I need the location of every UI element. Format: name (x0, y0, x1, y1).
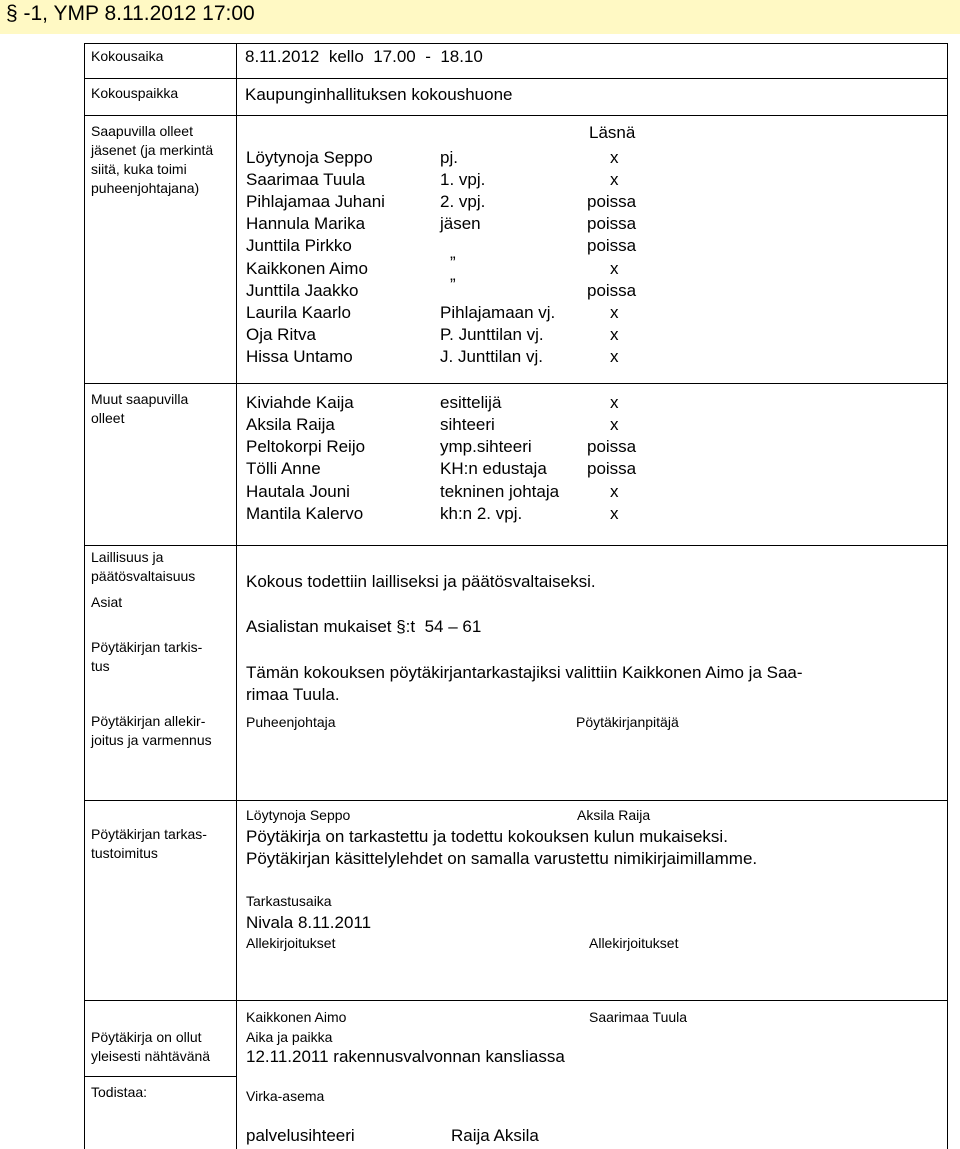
attendee-status: poissa (587, 437, 637, 456)
member-name: Laurila Kaarlo (246, 303, 351, 322)
members-label-line: Saapuvilla olleet (91, 123, 193, 139)
member-role: ” (450, 253, 456, 272)
table-rule (84, 1000, 948, 1001)
table-rule (84, 383, 948, 384)
chair-label: Puheenjohtaja (246, 714, 336, 730)
attendee-status: x (610, 393, 619, 412)
legality-label-line: Laillisuus ja (91, 549, 164, 565)
attendee-status: x (610, 482, 619, 501)
others-label-line: olleet (91, 410, 125, 426)
signing-label-line: Pöytäkirjan allekir- (91, 713, 206, 729)
signer-name: Saarimaa Tuula (589, 1009, 688, 1025)
attendee-name: Aksila Raija (246, 415, 335, 434)
meeting-place-value: Kaupunginhallituksen kokoushuone (245, 85, 513, 104)
meeting-place-label: Kokouspaikka (91, 85, 179, 101)
members-label-line: puheenjohtajana) (91, 180, 200, 196)
member-status: poissa (587, 192, 637, 211)
member-status: x (610, 170, 619, 189)
review-done-label-line: Pöytäkirjan tarkas- (91, 826, 207, 842)
review-label-line: tus (91, 658, 110, 674)
attendee-name: Tölli Anne (246, 459, 321, 478)
attendee-role: tekninen johtaja (440, 482, 560, 501)
chair-name: Löytynoja Seppo (246, 807, 351, 823)
member-role: ” (450, 275, 456, 294)
meeting-time-label: Kokousaika (91, 48, 164, 64)
table-column-line (84, 43, 85, 1149)
table-rule (84, 545, 948, 546)
member-name: Löytynoja Seppo (246, 148, 373, 167)
table-rule (84, 115, 948, 116)
signing-label-line: joitus ja varmennus (91, 732, 212, 748)
table-rule (84, 43, 948, 44)
member-name: Hissa Untamo (246, 347, 353, 366)
attendee-role: ymp.sihteeri (440, 437, 532, 456)
publication-time-value: 12.11.2011 rakennusvalvonnan kansliassa (246, 1047, 565, 1066)
member-status: x (610, 259, 619, 278)
attendee-status: poissa (587, 459, 637, 478)
attendee-role: sihteeri (440, 415, 495, 434)
member-role: pj. (440, 148, 458, 167)
position-value: palvelusihteeri (246, 1126, 355, 1145)
member-name: Junttila Jaakko (246, 281, 359, 300)
signatures-label: Allekirjoitukset (589, 935, 679, 951)
member-name: Pihlajamaa Juhani (246, 192, 385, 211)
attendee-name: Hautala Jouni (246, 482, 350, 501)
member-status: x (610, 148, 619, 167)
secretary-label: Pöytäkirjanpitäjä (576, 714, 679, 730)
certifier-name: Raija Aksila (451, 1126, 539, 1145)
items-text: Asialistan mukaiset §:t 54 – 61 (246, 617, 482, 636)
header-title: § -1, YMP 8.11.2012 17:00 (6, 2, 255, 25)
member-status: x (610, 325, 619, 344)
table-rule (84, 1076, 236, 1077)
attendee-role: esittelijä (440, 393, 502, 412)
table-rule (84, 800, 948, 801)
review-label-line: Pöytäkirjan tarkis- (91, 639, 203, 655)
member-status: poissa (587, 281, 637, 300)
legality-text: Kokous todettiin lailliseksi ja päätösvaltaiseksi. (246, 572, 596, 591)
review-done-text: Pöytäkirja on tarkastettu ja todettu kokouksen kulun mukaiseksi. (246, 827, 728, 846)
member-name: Junttila Pirkko (246, 236, 352, 255)
secretary-name: Aksila Raija (577, 807, 651, 823)
publication-label-line: Pöytäkirja on ollut (91, 1029, 202, 1045)
publication-label-line: yleisesti nähtävänä (91, 1048, 211, 1064)
table-column-line (236, 43, 237, 1149)
member-role: 1. vpj. (440, 170, 486, 189)
member-name: Oja Ritva (246, 325, 316, 344)
review-time-label: Tarkastusaika (246, 893, 332, 909)
signer-name: Kaikkonen Aimo (246, 1009, 347, 1025)
member-status: x (610, 347, 619, 366)
presence-header: Läsnä (589, 123, 636, 142)
attendee-status: x (610, 415, 619, 434)
review-text-line: Tämän kokouksen pöytäkirjantarkastajiksi valittiin Kaikkonen Aimo ja Saa- (246, 663, 803, 682)
meeting-time-value: 8.11.2012 kello 17.00 - 18.10 (245, 47, 483, 66)
members-label-line: jäsenet (ja merkintä (91, 142, 214, 158)
attendee-role: kh:n 2. vpj. (440, 504, 523, 523)
member-status: x (610, 303, 619, 322)
member-status: poissa (587, 236, 637, 255)
table-column-line (947, 43, 948, 1149)
items-label: Asiat (91, 594, 123, 610)
review-time-value: Nivala 8.11.2011 (246, 913, 372, 932)
attendee-name: Peltokorpi Reijo (246, 437, 366, 456)
member-role: 2. vpj. (440, 192, 486, 211)
attendee-name: Mantila Kalervo (246, 504, 364, 523)
attendee-role: KH:n edustaja (440, 459, 547, 478)
attendee-name: Kiviahde Kaija (246, 393, 354, 412)
members-label-line: siitä, kuka toimi (91, 161, 187, 177)
others-label-line: Muut saapuvilla (91, 391, 189, 407)
publication-time-label: Aika ja paikka (246, 1029, 333, 1045)
member-role: jäsen (440, 214, 481, 233)
review-done-text: Pöytäkirjan käsittelylehdet on samalla varustettu nimikirjaimillamme. (246, 849, 758, 868)
document-header (0, 0, 960, 34)
legality-label-line: päätösvaltaisuus (91, 568, 196, 584)
signatures-label: Allekirjoitukset (246, 935, 336, 951)
position-label: Virka-asema (246, 1088, 325, 1104)
member-name: Hannula Marika (246, 214, 366, 233)
review-text-line: rimaa Tuula. (246, 685, 340, 704)
table-rule (84, 78, 948, 79)
member-role: J. Junttilan vj. (440, 347, 543, 366)
member-role: Pihlajamaan vj. (440, 303, 556, 322)
member-role: P. Junttilan vj. (440, 325, 544, 344)
certify-label: Todistaa: (91, 1084, 148, 1100)
member-name: Kaikkonen Aimo (246, 259, 368, 278)
member-status: poissa (587, 214, 637, 233)
review-done-label-line: tustoimitus (91, 845, 158, 861)
attendee-status: x (610, 504, 619, 523)
member-name: Saarimaa Tuula (246, 170, 366, 189)
